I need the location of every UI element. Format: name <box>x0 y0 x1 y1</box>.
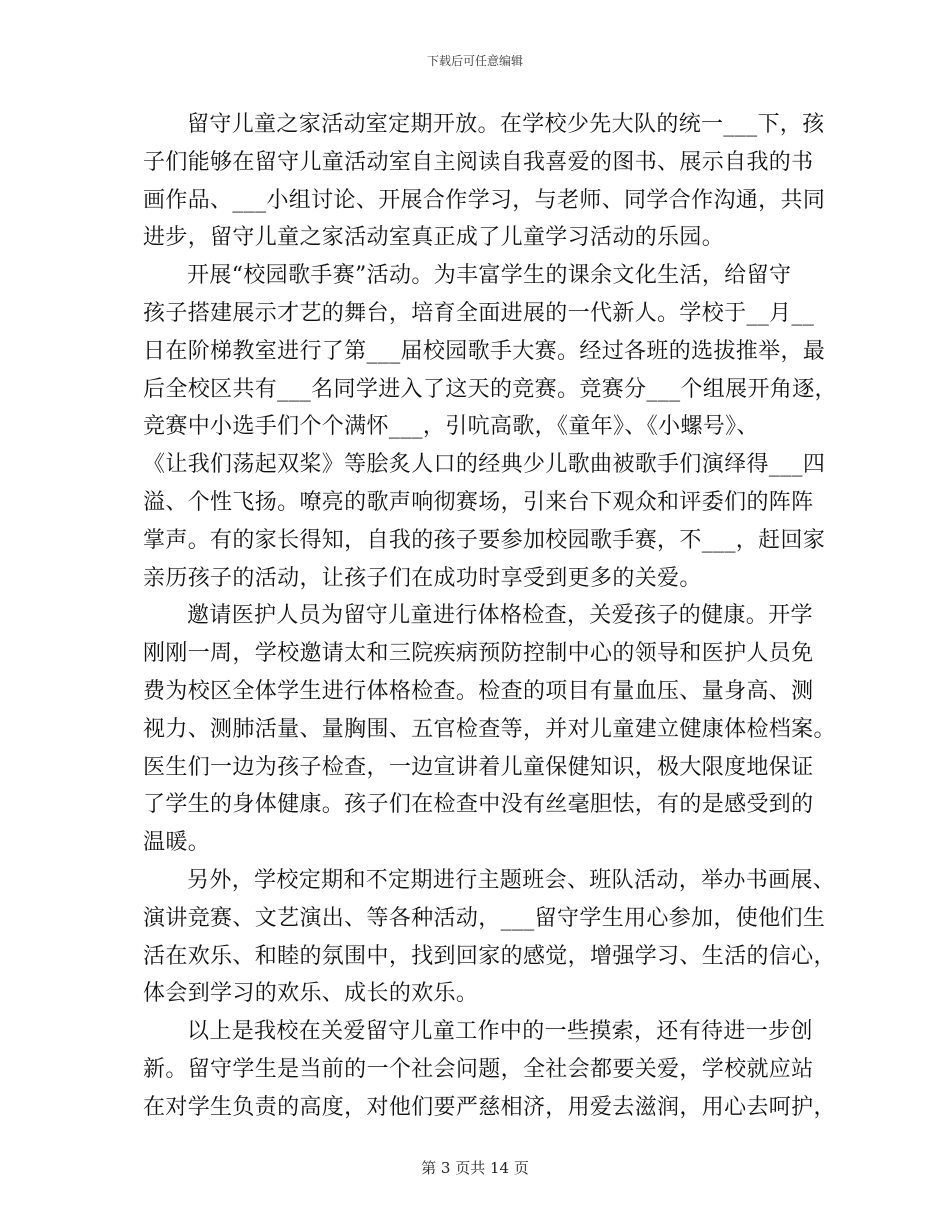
text-line: 《让我们荡起双桨》等脍炙人口的经典少儿歌曲被歌手们演绎得___四 <box>143 452 826 478</box>
paragraph <box>143 597 836 862</box>
text-line: 子们能够在留守儿童活动室自主阅读自我喜爱的图书、展示自我的书 <box>143 149 814 175</box>
text-line: 另外，学校定期和不定期进行主题班会、班队活动，举办书画展、 <box>187 867 836 893</box>
text-line: 画作品、___小组讨论、开展合作学习，与老师、同学合作沟通，共同 <box>143 187 826 213</box>
paragraph <box>143 1013 836 1126</box>
text-line: 医生们一边为孩子检查，一边宣讲着儿童保健知识，极大限度地保证 <box>143 754 814 780</box>
text-line: 掌声。有的家长得知，自我的孩子要参加校园歌手赛，不___，赶回家 <box>143 527 826 553</box>
text-line: 以上是我校在关爱留守儿童工作中的一些摸索，还有待进一步创 <box>187 1019 813 1045</box>
paragraph <box>143 106 826 257</box>
text-line: 进步，留守儿童之家活动室真正成了儿童学习活动的乐园。 <box>143 225 725 251</box>
text-line: 竞赛中小选手们个个满怀___，引吭高歌，《童年》、《小螺号》、 <box>143 414 759 440</box>
paragraph <box>143 257 837 597</box>
text-line: 演讲竞赛、文艺演出、等各种活动，___留守学生用心参加，使他们生 <box>143 905 826 931</box>
text-line: 开展“校园歌手赛”活动。为丰富学生的课余文化生活，给留守 <box>187 263 792 289</box>
text-line: 费为校区全体学生进行体格检查。检查的项目有量血压、量身高、测 <box>143 678 814 704</box>
text-line: 留守儿童之家活动室定期开放。在学校少先大队的统一___下，孩 <box>187 112 825 137</box>
text-line: 体会到学习的欢乐、成长的欢乐。 <box>143 981 479 1007</box>
page-footer: 第 3 页共 14 页 <box>421 1159 529 1177</box>
text-line: 新。留守学生是当前的一个社会问题，全社会都要关爱，学校就应站 <box>143 1056 814 1082</box>
text-line: 后全校区共有___名同学进入了这天的竞赛。竞赛分___个组展开角逐， <box>143 376 837 402</box>
document-body <box>143 106 837 1127</box>
text-line: 温暖。 <box>143 830 211 856</box>
text-line: 视力、测肺活量、量胸围、五官检查等，并对儿童建立健康体检档案。 <box>143 716 836 742</box>
text-line: 孩子搭建展示才艺的舞台，培育全面进展的一代新人。学校于__月__ <box>143 300 815 326</box>
text-line: 活在欢乐、和睦的氛围中，找到回家的感觉，增强学习、生活的信心， <box>143 943 836 969</box>
text-line: 在对学生负责的高度，对他们要严慈相济，用爱去滋润，用心去呵护， <box>143 1094 836 1120</box>
text-line: 了学生的身体健康。孩子们在检查中没有丝毫胆怯，有的是感受到的 <box>143 792 814 818</box>
text-line: 刚刚一周，学校邀请太和三院疾病预防控制中心的领导和医护人员免 <box>143 641 814 667</box>
paragraph <box>143 862 836 1013</box>
text-line: 日在阶梯教室进行了第___届校园歌手大赛。经过各班的选拔推举，最 <box>143 338 826 364</box>
text-line: 邀请医护人员为留守儿童进行体格检查，关爱孩子的健康。开学 <box>187 603 813 629</box>
text-line: 溢、个性飞扬。嘹亮的歌声响彻赛场，引来台下观众和评委们的阵阵 <box>143 489 814 515</box>
page-header: 下载后可任意编辑 <box>426 54 523 68</box>
text-line: 亲历孩子的活动，让孩子们在成功时享受到更多的关爱。 <box>143 565 702 591</box>
